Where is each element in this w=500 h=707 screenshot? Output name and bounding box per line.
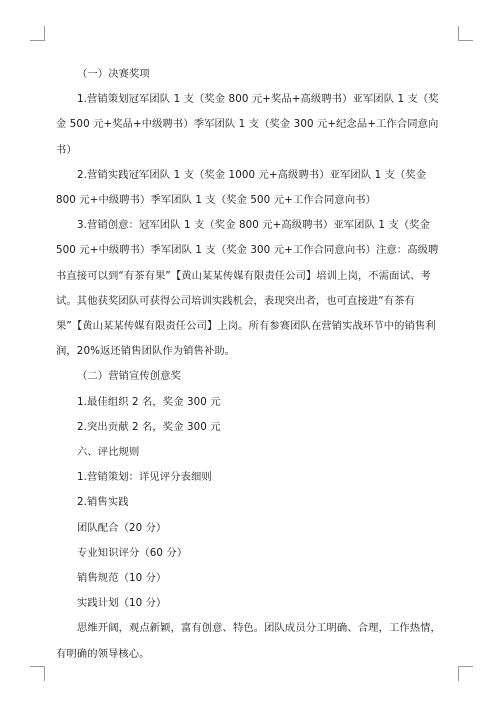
paragraph-marketing-practice-awards: 2.营销实践冠军团队 1 支（奖金 1000 元+高级聘书）亚军团队 1 支（奖金 800 元+中级聘书）季军团队 1 支（奖金 500 元+工作合同意向书） [56,168,427,207]
crop-mark-bottom-right [458,666,473,681]
paragraph-sales-norms-score: 销售规范（10 分） [77,572,167,585]
document-body [56,62,444,667]
paragraph-marketing-creativity-awards: 3.营销创意：冠军团队 1 支（奖金 800 元+高级聘书）亚军团队 1 支（奖金 500 元+中级聘书）季军团队 1 支（奖金 300 元+工作合同意向书）注意：高级聘书直接可以到“有茶有果”【黄山某某传媒有限责任公司】培训上岗，不需面试、考试。其他获奖团队可获得公司培训实践机会，表现突出者，也可直接进“有茶有果”【黄山某某传媒有限责任公司】上岗。所有参赛团队在营销实战环节中的销售利润，20%返还销售团队作为销售补助。 [56,219,439,358]
paragraph-practice-plan-score: 实践计划（10 分） [77,597,167,610]
paragraph-marketing-planning-awards: 1.营销策划冠军团队 1 支（奖金 800 元+奖品+高级聘书）亚军团队 1 支（奖金 500 元+奖品+中级聘书）季军团队 1 支（奖金 300 元+纪念品+工作合同意向书） [56,93,439,156]
paragraph-teamwork-score: 团队配合（20 分） [77,521,167,534]
section-heading-judging-rules: 六、评比规则 [77,446,140,459]
paragraph-best-organization: 1.最佳组织 2 名，奖金 300 元 [77,395,221,408]
paragraph-rule-sales-practice: 2.销售实践 [77,496,129,509]
paragraph-evaluation-criteria: 思维开阔，观点新颖，富有创意、特色。团队成员分工明确、合理，工作热情，有明确的领导核心。 [56,622,441,660]
paragraph-rule-planning: 1.营销策划：详见评分表细则 [77,471,212,484]
crop-mark-top-left [30,26,45,41]
crop-mark-top-right [458,26,473,41]
crop-mark-bottom-left [30,666,45,681]
paragraph-knowledge-score: 专业知识评分（60 分） [77,546,188,559]
paragraph-outstanding-contribution: 2.突出贡献 2 名，奖金 300 元 [77,420,221,433]
section-heading-final-awards: （一）决赛奖项 [77,68,150,80]
section-heading-promotion-award: （二）营销宣传创意奖 [77,370,181,383]
